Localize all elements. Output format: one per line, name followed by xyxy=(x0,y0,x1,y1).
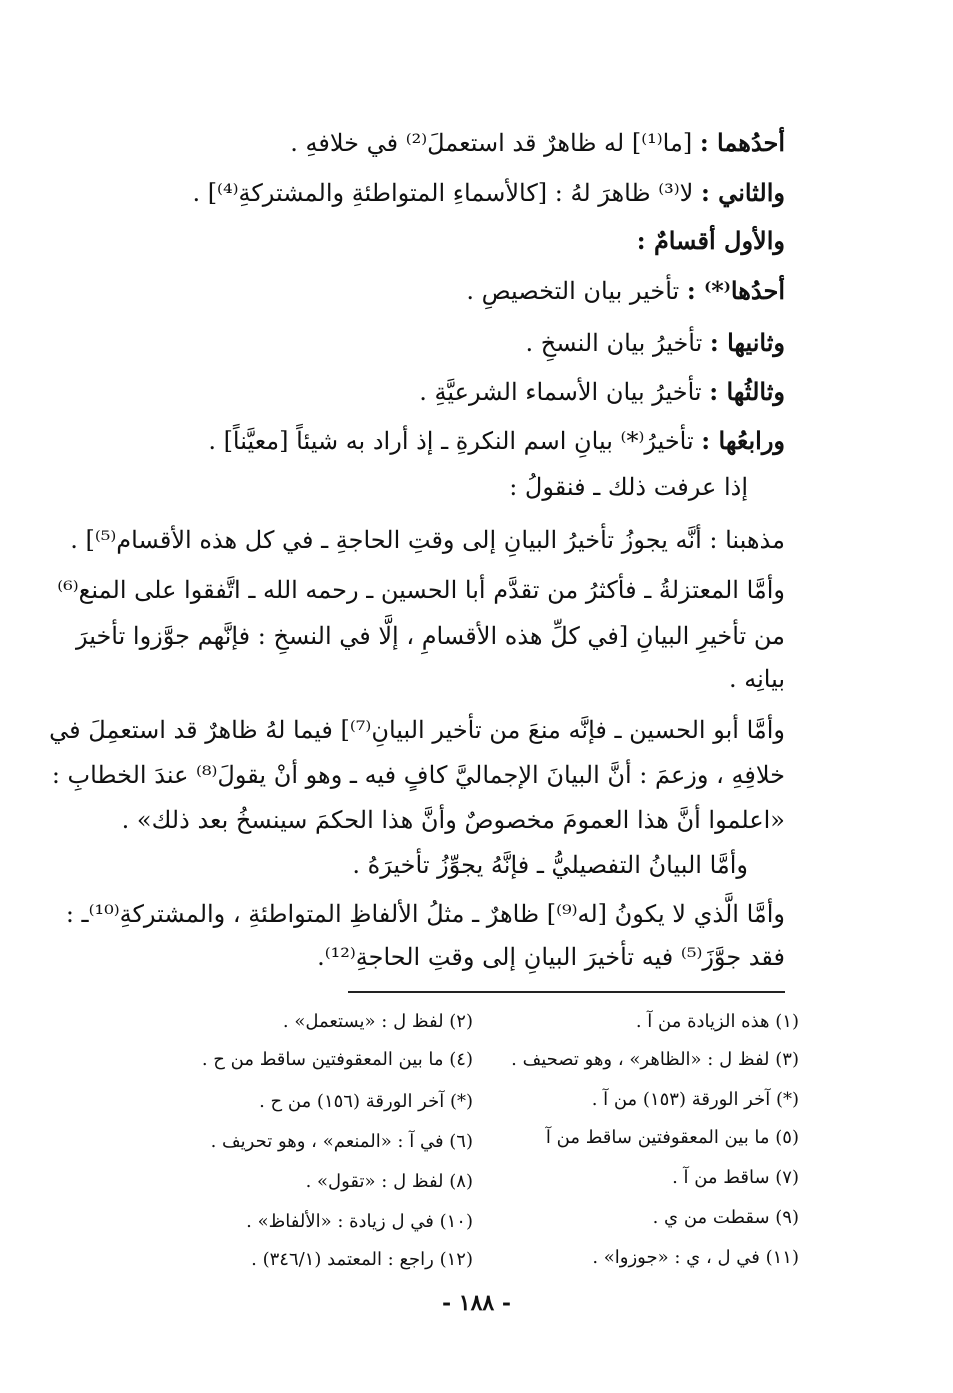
text-line: إذا عرفت ذلك ـ فنقولُ : xyxy=(509,473,748,501)
footnote-divider xyxy=(348,991,785,993)
line-text: تأخيرُ بيان النسخِ . xyxy=(525,329,703,357)
footnote: (١) هذه الزيادة من آ . xyxy=(635,1011,799,1032)
line-label: أحدُها⁽*⁾ : xyxy=(686,276,785,305)
text-line: فقد جوَّزَ⁽⁵⁾ فيه تأخيرَ البيانِ إلى وقتِ الحاجةِ⁽¹²⁾. xyxy=(317,943,785,971)
text-line xyxy=(168,424,785,458)
text-line xyxy=(168,326,785,360)
footnote: (٩) سقطت من ي . xyxy=(652,1207,799,1228)
text-line: وأمَّا المعتزلةُ ـ فأكثرُ من تقدَّم أبا الحسين ـ رحمه الله ـ اتَّفقوا على المنع⁽⁶⁾ xyxy=(57,576,785,604)
line-text: تأخيرُ⁽*⁾ بيانِ اسم النكرةِ ـ إذ أراد به شيئاً [معيَّناً] . xyxy=(208,427,694,455)
footnote: (٦) في آ : «المنعم» ، وهو تحريف . xyxy=(210,1131,473,1152)
line-label: وثالثُها : xyxy=(709,377,785,406)
text-line xyxy=(168,126,785,160)
footnote: (٨) لفظ ل : «تقول» . xyxy=(305,1171,473,1192)
page-number: - ١٨٨ - xyxy=(441,1290,512,1316)
footnote: (٢) لفظ ل : «يستعمل» . xyxy=(282,1011,473,1032)
text-line: خلافِهِ ، وزعمَ : أنَّ البيانَ الإجماليَّ كافٍ فيه ـ وهو أنْ يقولَ⁽⁸⁾ عندَ الخطابِ : xyxy=(51,761,785,789)
line-text: تأخيرُ بيان الأسماء الشرعيَّةِ . xyxy=(419,378,702,406)
line-text: تأخير بيان التخصيصِ . xyxy=(466,277,680,305)
text-line: من تأخيرِ البيانِ [في كلِّ هذه الأقسامِ ، إلَّا في النسخِ : فإنَّهم جوَّزوا تأخيرَ xyxy=(75,622,785,650)
text-line: وأمَّا أبو الحسين ـ فإنَّه منعَ من تأخير البيانِ⁽⁷⁾] فيما لهُ ظاهرٌ قد استعمِلَ في xyxy=(49,716,785,744)
footnote: (*) آخر الورقة (١٥٦) من ح . xyxy=(259,1091,473,1112)
line-label: أحدُهما : xyxy=(699,128,785,157)
footnote: (١٠) في ل زيادة : «الألفاظ» . xyxy=(246,1211,473,1232)
line-label: والثاني : xyxy=(700,178,785,207)
footnote: (٤) ما بين المعقوفتين ساقط من ح . xyxy=(201,1049,473,1070)
text-line: بيانِه . xyxy=(728,665,785,693)
line-text: لا⁽³⁾ ظاهرَ لهُ : [كالأسماءِ المتواطئةِ والمشتركةِ⁽⁴⁾] . xyxy=(192,179,694,207)
text-line xyxy=(168,176,785,210)
text-line: وأمَّا الَّذي لا يكونُ [له⁽⁹⁾] ظاهرٌ ـ مثلُ الألفاظِ المتواطئةِ ، والمشتركةِ⁽¹⁰⁾ـ : xyxy=(65,900,785,928)
line-label: ورابعُها : xyxy=(701,426,785,455)
text-line: مذهبنا : أنَّه يجوزُ تأخيرُ البيانِ إلى وقتِ الحاجةِ ـ في كل هذه الأقسام⁽⁵⁾] . xyxy=(70,526,785,554)
footnote: (٥) ما بين المعقوفتين ساقط من آ xyxy=(545,1127,799,1148)
text-line: وأمَّا البيانُ التفصيليُّ ـ فإنَّهُ يجوِّزُ تأخيرَهُ . xyxy=(352,851,748,879)
footnote: (١١) في ل ، ي : «جوزوا» . xyxy=(592,1247,799,1268)
line-label: وثانيها : xyxy=(709,328,785,357)
footnote: (٧) ساقط من آ . xyxy=(672,1167,799,1188)
footnote: (٣) لفظ ل : «الظاهر» ، وهو تصحيف . xyxy=(511,1049,799,1070)
line-text: [ما⁽¹⁾] له ظاهرٌ قد استعملَ⁽²⁾ في خلافهِ . xyxy=(290,129,693,157)
footnote: (*) آخر الورقة (١٥٣) من آ . xyxy=(591,1089,799,1110)
footnote: (١٢) راجع : المعتمد (٣٤٦/١) . xyxy=(251,1249,473,1270)
text-line: «اعلموا أنَّ هذا العمومَ مخصوصٌ وأنَّ هذا الحكمَ سينسخُ بعد ذلك» . xyxy=(121,806,785,834)
text-line xyxy=(168,274,785,308)
text-line xyxy=(168,375,785,409)
section-heading: والأول أقسامٌ : xyxy=(636,226,785,255)
